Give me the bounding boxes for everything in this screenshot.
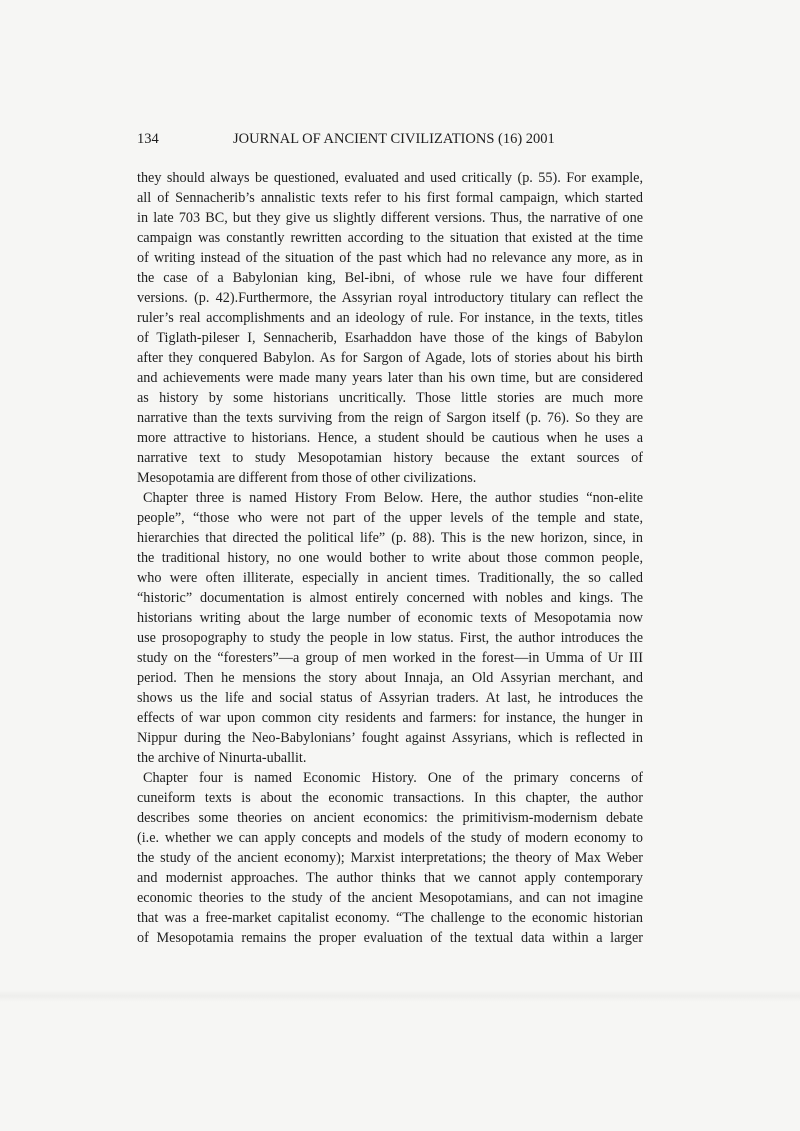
text-line: ruler’s real accomplishments and an ideology of rule. For instance, in the texts, titles (137, 310, 643, 326)
text-line: historians writing about the large number of economic texts of Mesopotamia now (137, 610, 643, 626)
text-line: hierarchies that directed the political life” (p. 88). This is the new horizon, since, in (137, 530, 643, 546)
text-line: study on the “foresters”—a group of men worked in the forest—in Umma of Ur III (137, 650, 643, 666)
text-line: Chapter four is named Economic History. One of the primary concerns of (143, 770, 643, 786)
text-line: versions. (p. 42).Furthermore, the Assyrian royal introductory titulary can reflect the (137, 290, 643, 306)
text-line: “historic” documentation is almost entirely concerned with nobles and kings. The (137, 590, 643, 606)
running-header (137, 131, 555, 148)
text-line: the case of a Babylonian king, Bel-ibni, of whose rule we have four different (137, 270, 643, 286)
text-line: period. Then he mensions the story about Innaja, an Old Assyrian merchant, and (137, 670, 643, 686)
text-line: narrative than the texts surviving from the reign of Sargon itself (p. 76). So they are (137, 410, 643, 426)
text-line: campaign was constantly rewritten according to the situation that existed at the time (137, 230, 643, 246)
text-line: in late 703 BC, but they give us slightly different versions. Thus, the narrative of one (137, 210, 643, 226)
scan-artifact (0, 990, 800, 1002)
text-line: all of Sennacherib’s annalistic texts refer to his first formal campaign, which started (137, 190, 643, 206)
text-line: after they conquered Babylon. As for Sargon of Agade, lots of stories about his birth (137, 350, 643, 366)
page-number: 134 (137, 131, 159, 147)
text-line: and achievements were made many years later than his own time, but are considered (137, 370, 643, 386)
text-line: (i.e. whether we can apply concepts and models of the study of modern economy to (137, 830, 643, 846)
text-line: use prosopography to study the people in low status. First, the author introduces the (137, 630, 643, 646)
journal-title: JOURNAL OF ANCIENT CIVILIZATIONS (16) 2001 (233, 131, 555, 147)
text-line: the traditional history, no one would bother to write about those common people, (137, 550, 643, 566)
text-line: narrative text to study Mesopotamian history because the extant sources of (137, 450, 643, 466)
text-line: as history by some historians uncritically. Those little stories are much more (137, 390, 643, 406)
text-line: describes some theories on ancient economics: the primitivism-modernism debate (137, 810, 643, 826)
text-line: they should always be questioned, evaluated and used critically (p. 55). For example, (137, 170, 643, 186)
text-line: the study of the ancient economy); Marxist interpretations; the theory of Max Weber (137, 850, 643, 866)
text-line: who were often illiterate, especially in ancient times. Traditionally, the so called (137, 570, 643, 586)
body-text (137, 168, 643, 948)
text-line: shows us the life and social status of Assyrian traders. At last, he introduces the (137, 690, 643, 706)
text-line: Nippur during the Neo-Babylonians’ fought against Assyrians, which is reflected in (137, 730, 643, 746)
text-line: people”, “those who were not part of the upper levels of the temple and state, (137, 510, 643, 526)
text-line: the archive of Ninurta-uballit. (137, 750, 307, 766)
text-line: that was a free-market capitalist economy. “The challenge to the economic historian (137, 910, 643, 926)
text-line: more attractive to historians. Hence, a student should be cautious when he uses a (137, 430, 643, 446)
text-line: economic theories to the study of the ancient Mesopotamians, and can not imagine (137, 890, 643, 906)
text-line: effects of war upon common city residents and farmers: for instance, the hunger in (137, 710, 643, 726)
text-line: of writing instead of the situation of the past which had no relevance any more, as in (137, 250, 643, 266)
text-line: of Mesopotamia remains the proper evaluation of the textual data within a larger (137, 930, 643, 946)
text-line: Chapter three is named History From Below. Here, the author studies “non-elite (143, 490, 643, 506)
text-line: cuneiform texts is about the economic transactions. In this chapter, the author (137, 790, 643, 806)
text-line: and modernist approaches. The author thinks that we cannot apply contemporary (137, 870, 643, 886)
text-line: Mesopotamia are different from those of other civilizations. (137, 470, 477, 486)
text-line: of Tiglath-pileser I, Sennacherib, Esarhaddon have those of the kings of Babylon (137, 330, 643, 346)
